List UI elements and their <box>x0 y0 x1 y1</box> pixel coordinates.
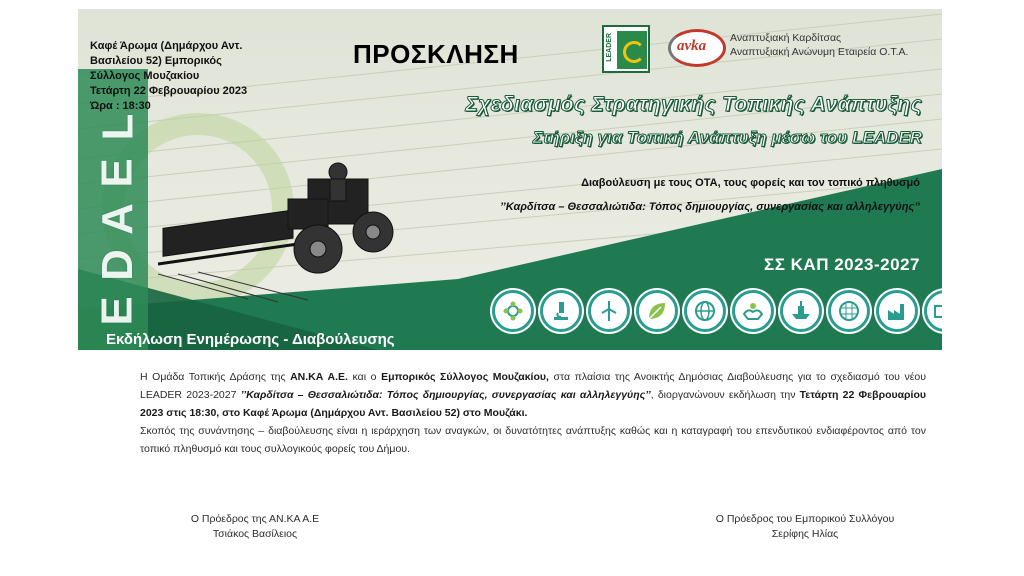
avka-logo: avka <box>668 29 726 67</box>
cap-period-label: ΣΣ ΚΑΠ 2023-2027 <box>764 255 920 274</box>
flower-icon <box>492 290 534 332</box>
money-icon <box>924 290 942 332</box>
motto-text: ’’Καρδίτσα – Θεσσαλιώτιδα: Τόπος δημιουργίας, συνεργασίας και αλληλεγγύης’’ <box>500 201 920 213</box>
venue-line: Σύλλογος Μουζακίου <box>90 70 200 82</box>
venue-line: Καφέ Άρωμα (Δημάρχου Αντ. <box>90 40 243 52</box>
wind-turbine-icon <box>588 290 630 332</box>
invite-title: ΠΡΟΣΚΛΗΣΗ <box>353 39 519 69</box>
hands-icon <box>732 290 774 332</box>
consultation-subtitle: Διαβούλευση με τους ΟΤΑ, τους φορείς και τον τοπικό πληθυσμό <box>581 177 920 189</box>
body-paragraph-2: Σκοπός της συνάντησης – διαβούλευσης είναι η ιεράρχηση των αναγκών, οι δυνατότητες ανάπτυξης καθώς και η καταγραφή του επενδυτικού ενδιαφέροντος από τον τοπικό πληθυσμό και τους συλλογικούς φορείς του Δήμου. <box>140 425 926 455</box>
body-paragraph-1: Η Ομάδα Τοπικής Δράσης της ΑΝ.ΚΑ Α.Ε. και ο Εμπορικός Σύλλογος Μουζακίου, στα πλαίσια της Ανοικτής Δημόσιας Διαβούλευσης για το σχεδιασμό του νέου LEADER 2023-2027 ’’Καρδίτσα – Θεσσαλιώτιδα: Τόπος δημιουργίας, συνεργασίας και αλληλεγγύης’’, διοργανώνουν εκδήλωση την Τετάρτη 22 Φεβρουαρίου 2023 στις 18:30, στο Καφέ Άρωμα (Δημάρχου Αντ. Βασιλείου 52) στο Μουζάκι. <box>140 371 927 419</box>
signature-name: Σερίφης Ηλίας <box>771 528 839 540</box>
signature-role: Ο Πρόεδρος της ΑΝ.ΚΑ Α.Ε <box>190 513 320 525</box>
header-banner <box>78 9 942 350</box>
signature-right <box>690 512 920 542</box>
tractor-illustration <box>158 154 438 304</box>
leader-emblem-icon <box>617 31 647 69</box>
avka-company-name: Αναπτυξιακή Καρδίτσας Αναπτυξιακή Ανώνυμη Εταιρεία Ο.Τ.Α. <box>730 32 909 58</box>
globe-icon <box>684 290 726 332</box>
leader-support-title: Στήριξη για Τοπική Ανάπτυξη μέσω του LEADER <box>532 128 922 147</box>
venue-line: Βασιλείου 52) Εμπορικός <box>90 55 222 67</box>
leader-vertical-text: L E A D E <box>92 113 142 326</box>
venue-line: Ώρα : 18:30 <box>90 100 151 112</box>
leaf-icon <box>636 290 678 332</box>
event-label: Εκδήλωση Ενημέρωσης - Διαβούλευσης <box>106 331 395 348</box>
signature-left <box>150 512 360 542</box>
microscope-icon <box>540 290 582 332</box>
factory-icon <box>876 290 918 332</box>
venue-info <box>90 39 290 114</box>
priority-icons-row <box>492 290 942 332</box>
leader-logo: LEADER <box>602 25 650 73</box>
venue-line: Τετάρτη 22 Φεβρουαρίου 2023 <box>90 85 248 97</box>
invitation-body <box>140 368 926 458</box>
network-icon <box>828 290 870 332</box>
ship-icon <box>780 290 822 332</box>
signature-name: Τσιάκος Βασίλειος <box>212 528 298 540</box>
signature-role: Ο Πρόεδρος του Εμπορικού Συλλόγου <box>715 513 895 525</box>
strategy-title: Σχεδιασμός Στρατηγικής Τοπικής Ανάπτυξης <box>465 93 922 116</box>
